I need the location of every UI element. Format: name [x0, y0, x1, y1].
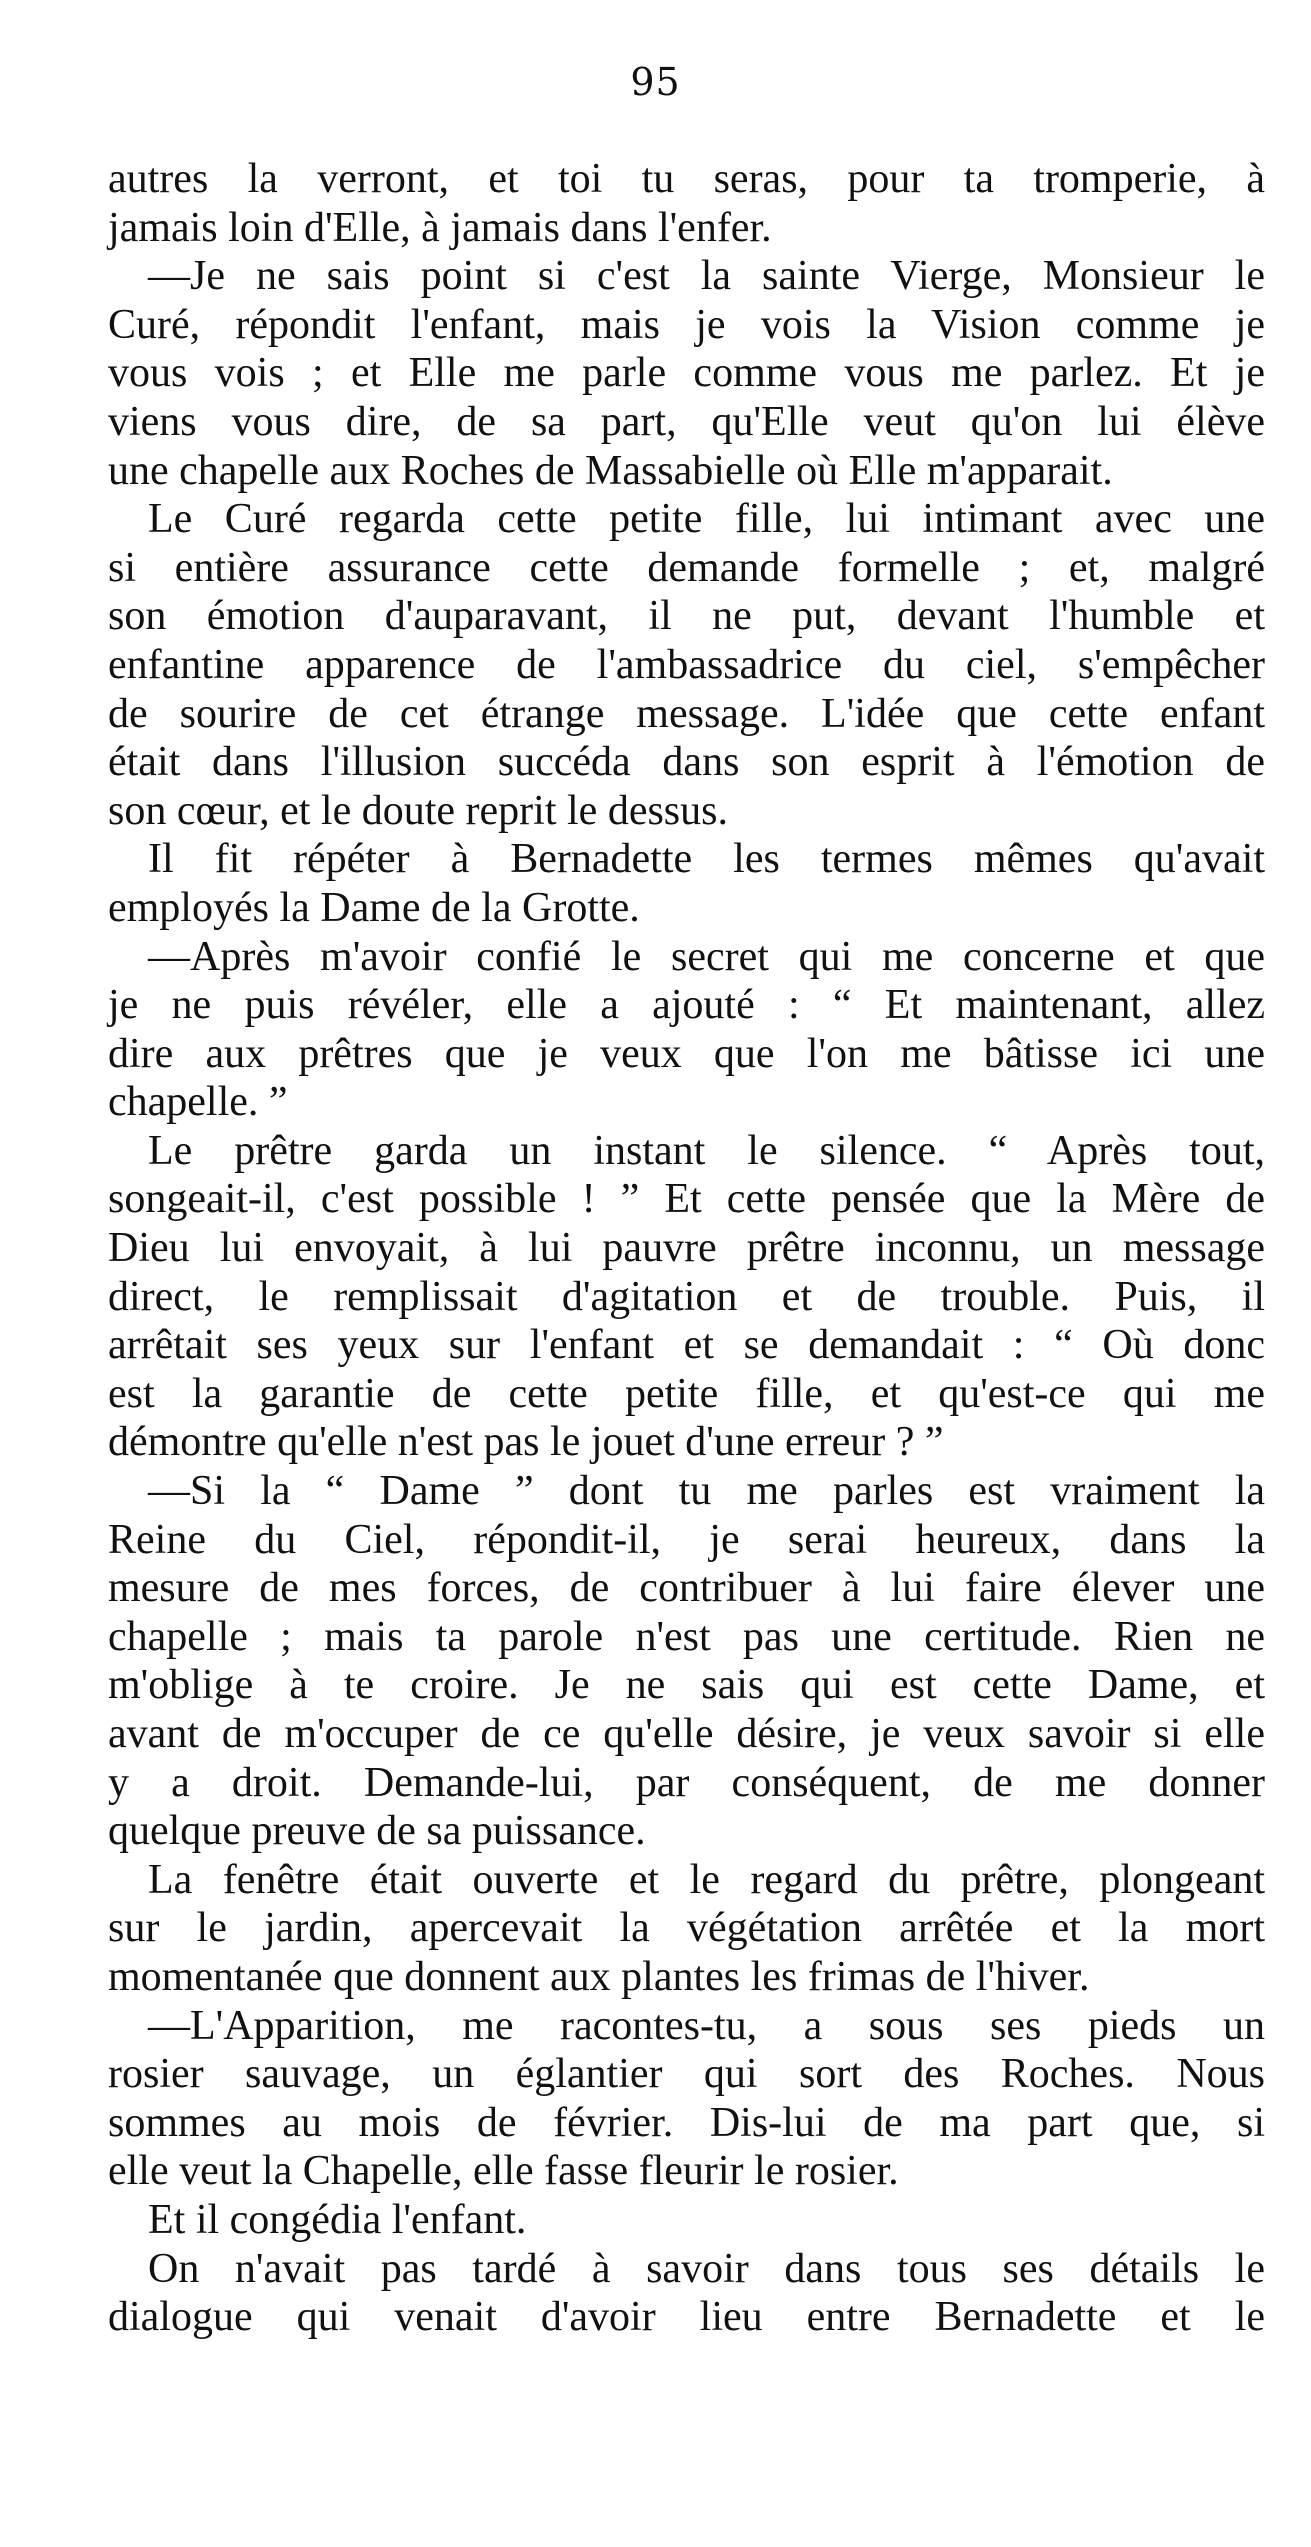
paragraph — [52, 2245, 1265, 2342]
text-line: une chapelle aux Roches de Massabielle où Elle m'apparait. — [108, 447, 1113, 494]
text-line: Il fit répéter à Bernadette les termes mêmes qu'avait — [148, 836, 1265, 883]
text-line: y a droit. Demande-lui, par conséquent, de me donner — [108, 1759, 1265, 1806]
text-line: était dans l'illusion succéda dans son esprit à l'émotion de — [108, 739, 1265, 786]
text-line: Curé, répondit l'enfant, mais je vois la Vision comme je — [108, 301, 1265, 348]
paragraph — [52, 252, 1265, 495]
text-line: sommes au mois de février. Dis-lui de ma part que, si — [108, 2099, 1265, 2146]
text-line: dire aux prêtres que je veux que l'on me bâtisse ici une — [108, 1030, 1265, 1077]
text-line: Le prêtre garda un instant le silence. “ Après tout, — [148, 1127, 1265, 1174]
text-line: arrêtait ses yeux sur l'enfant et se demandait : “ Où donc — [108, 1322, 1265, 1369]
body-text — [52, 155, 1265, 2342]
text-line: employés la Dame de la Grotte. — [108, 884, 640, 931]
text-line: dialogue qui venait d'avoir lieu entre Bernadette et le — [108, 2294, 1265, 2341]
text-line: m'oblige à te croire. Je ne sais qui est cette Dame, et — [108, 1662, 1265, 1709]
text-line: Le Curé regarda cette petite fille, lui intimant avec une — [148, 496, 1265, 543]
text-line: chapelle ; mais ta parole n'est pas une certitude. Rien ne — [108, 1613, 1265, 1660]
text-line: momentanée que donnent aux plantes les frimas de l'hiver. — [108, 1953, 1090, 2000]
text-line: son émotion d'auparavant, il ne put, devant l'humble et — [108, 593, 1265, 640]
text-line: La fenêtre était ouverte et le regard du prêtre, plongeant — [148, 1856, 1265, 1903]
text-line: —Je ne sais point si c'est la sainte Vierge, Monsieur le — [148, 253, 1265, 300]
paragraph — [52, 2002, 1265, 2196]
paragraph — [52, 2196, 1265, 2245]
text-line: si entière assurance cette demande formelle ; et, malgré — [108, 544, 1265, 591]
text-line: de sourire de cet étrange message. L'idée que cette enfant — [108, 690, 1265, 737]
text-line: mesure de mes forces, de contribuer à lui faire élever une — [108, 1565, 1265, 1612]
text-line: sur le jardin, apercevait la végétation arrêtée et la mort — [108, 1905, 1265, 1952]
page-number: 95 — [630, 60, 681, 104]
text-line: —Si la “ Dame ” dont tu me parles est vraiment la — [148, 1468, 1265, 1515]
paragraph — [52, 835, 1265, 932]
text-line: vous vois ; et Elle me parle comme vous me parlez. Et je — [108, 350, 1265, 397]
text-line: Dieu lui envoyait, à lui pauvre prêtre inconnu, un message — [108, 1225, 1265, 1272]
text-line: avant de m'occuper de ce qu'elle désire, je veux savoir si elle — [108, 1711, 1265, 1757]
text-line: son cœur, et le doute reprit le dessus. — [108, 787, 728, 834]
paragraph — [52, 1467, 1265, 1856]
paragraph — [52, 1127, 1265, 1467]
text-line: songeait-il, c'est possible ! ” Et cette pensée que la Mère de — [108, 1176, 1265, 1223]
text-line: viens vous dire, de sa part, qu'Elle veut qu'on lui élève — [108, 398, 1265, 445]
text-line: est la garantie de cette petite fille, et qu'est-ce qui me — [108, 1370, 1265, 1417]
text-line: direct, le remplissait d'agitation et de trouble. Puis, il — [108, 1273, 1265, 1320]
text-line: —L'Apparition, me racontes-tu, a sous ses pieds un — [148, 2002, 1265, 2049]
paragraph — [52, 933, 1265, 1127]
text-line: elle veut la Chapelle, elle fasse fleurir le rosier. — [108, 2148, 899, 2195]
text-line: Reine du Ciel, répondit-il, je serai heureux, dans la — [108, 1516, 1265, 1563]
paragraph — [52, 495, 1265, 835]
text-line: enfantine apparence de l'ambassadrice du ciel, s'empêcher — [108, 641, 1265, 688]
text-line: quelque preuve de sa puissance. — [108, 1808, 646, 1855]
paragraph — [52, 1856, 1265, 2002]
text-line: autres la verront, et toi tu seras, pour ta tromperie, à — [108, 156, 1265, 202]
text-line: jamais loin d'Elle, à jamais dans l'enfer. — [108, 204, 772, 251]
text-line: chapelle. ” — [108, 1079, 288, 1126]
paragraph — [52, 155, 1265, 252]
text-line: Et il congédia l'enfant. — [148, 2196, 527, 2243]
text-line: rosier sauvage, un églantier qui sort des Roches. Nous — [108, 2051, 1265, 2098]
text-line: On n'avait pas tardé à savoir dans tous ses détails le — [148, 2245, 1265, 2292]
text-line: je ne puis révéler, elle a ajouté : “ Et maintenant, allez — [108, 982, 1265, 1029]
text-line: —Après m'avoir confié le secret qui me concerne et que — [148, 933, 1265, 980]
text-line: démontre qu'elle n'est pas le jouet d'une erreur ? ” — [108, 1419, 944, 1466]
